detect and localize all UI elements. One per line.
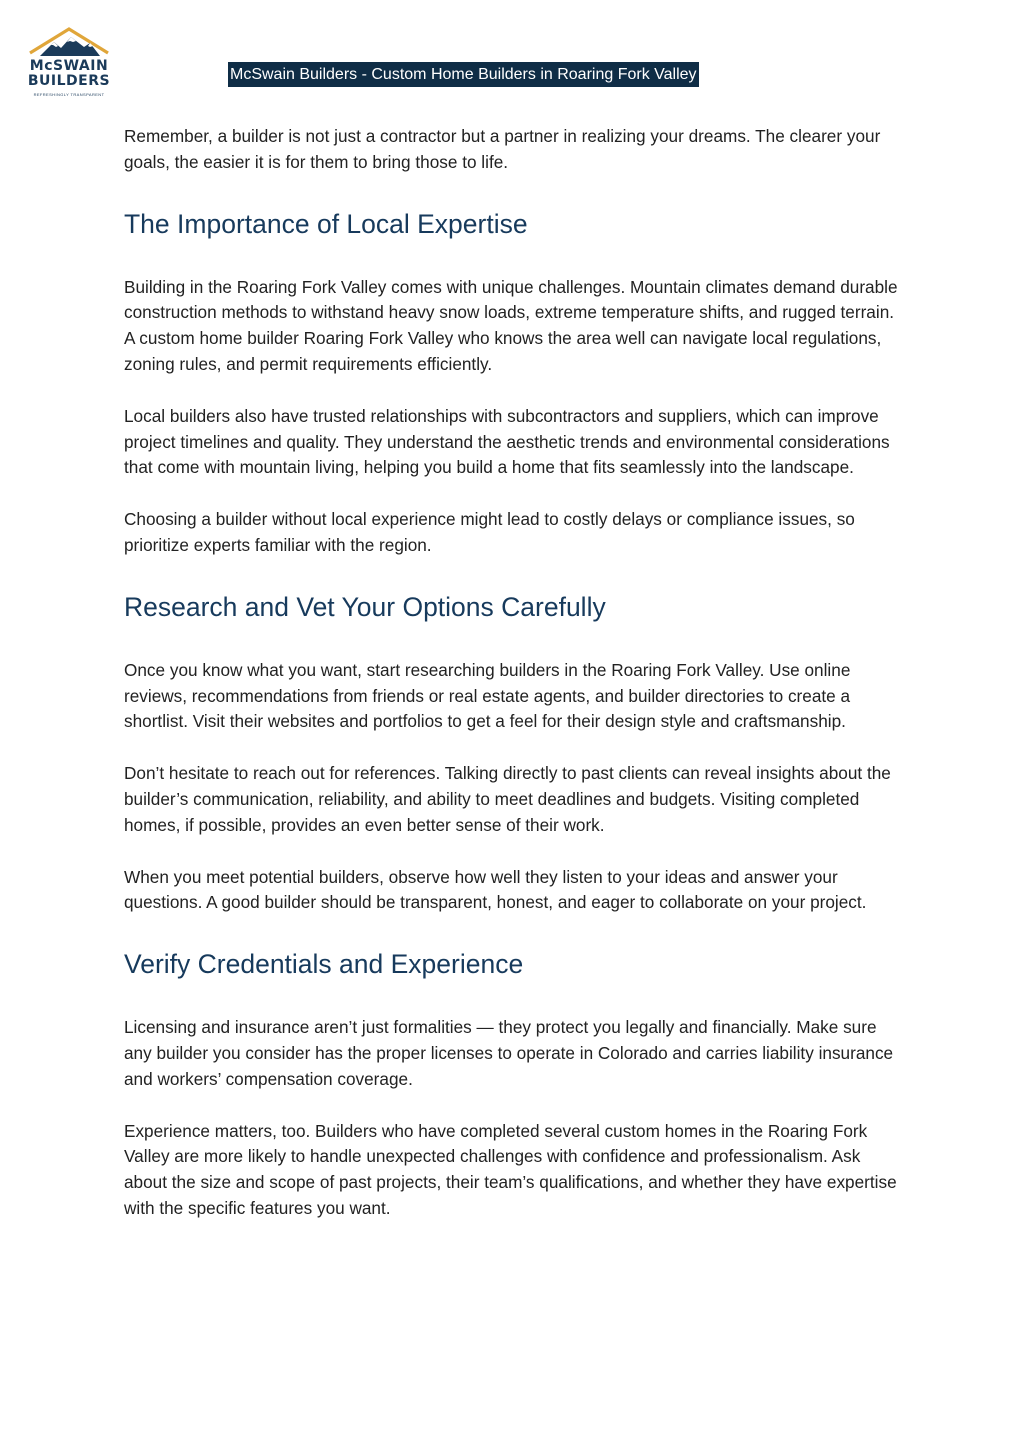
paragraph-research-1: Once you know what you want, start researching builders in the Roaring Fork Valley. Use online reviews, recommendations from friends or real estate agents, and builder directories to create a shortlist. Visit their websites and portfolios to get a feel for their design style and craftsmanship.: [124, 659, 851, 732]
company-logo[interactable]: [26, 26, 112, 100]
logo-tagline: REFRESHINGLY TRANSPARENT: [33, 92, 105, 97]
heading-local-expertise: The Importance of Local Expertise: [124, 208, 528, 239]
heading-verify: Verify Credentials and Experience: [124, 949, 524, 980]
paragraph-local-1: Building in the Roaring Fork Valley comes with unique challenges. Mountain climates demand durable construction methods to withstand heavy snow loads, extreme temperature shifts, and rugged terrain. A custom home builder Roaring Fork Valley who knows the area well can navigate local regulations, zoning rules, and permit requirements efficiently.: [124, 276, 898, 374]
paragraph-local-2: Local builders also have trusted relationships with subcontractors and suppliers, which can improve project timelines and quality. They understand the aesthetic trends and environmental considerations that come with mountain living, helping you build a home that fits seamlessly into the landscape.: [124, 405, 890, 478]
heading-research: Research and Vet Your Options Carefully: [124, 591, 606, 622]
paragraph-research-2: Don’t hesitate to reach out for references. Talking directly to past clients can reveal insights about the builder’s communication, reliability, and ability to meet deadlines and budgets. Visiting completed homes, if possible, provides an even better sense of their work.: [124, 763, 891, 835]
document-header-title: McSwain Builders - Custom Home Builders in Roaring Fork Valley: [228, 62, 699, 87]
paragraph-intro: Remember, a builder is not just a contractor but a partner in realizing your dreams. The clearer your goals, the easier it is for them to bring those to life.: [124, 126, 881, 172]
paragraph-research-3: When you meet potential builders, observe how well they listen to your ideas and answer your questions. A good builder should be transparent, honest, and eager to collaborate on your project.: [124, 866, 867, 913]
article-body: [124, 124, 904, 1222]
paragraph-local-3: Choosing a builder without local experience might lead to costly delays or compliance issues, so prioritize experts familiar with the region.: [124, 509, 855, 555]
mountain-roof-icon: [26, 26, 112, 58]
paragraph-verify-2: Experience matters, too. Builders who have completed several custom homes in the Roaring Fork Valley are more likely to handle unexpected challenges with confidence and professionalism. Ask about the size and scope of past projects, their team’s qualifications, and whether they have expertise with the specific features you want.: [124, 1120, 897, 1218]
logo-wordmark-line2: BUILDERS: [27, 73, 111, 89]
logo-wordmark-line1: McSWAIN: [29, 58, 109, 74]
paragraph-verify-1: Licensing and insurance aren’t just formalities — they protect you legally and financially. Make sure any builder you consider has the proper licenses to operate in Colorado and carries liability insurance and workers’ compensation coverage.: [124, 1017, 894, 1089]
